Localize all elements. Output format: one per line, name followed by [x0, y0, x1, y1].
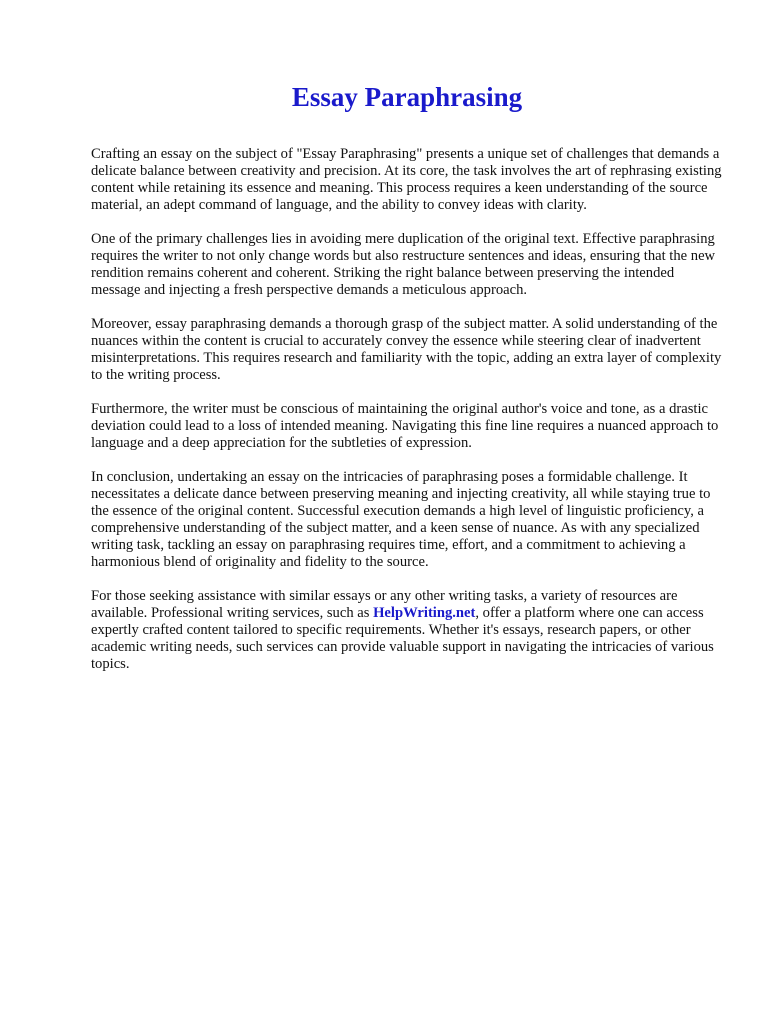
helpwriting-link[interactable]: HelpWriting.net: [373, 605, 476, 621]
assistance-text-after-link: , offer a platform where one can access expertly crafted content tailored to specific requirements. Whether it's essays, research papers, or other academic writing needs, such services can provide valuable support in navigating the intricacies of various topics.: [91, 605, 714, 672]
paragraph-intro: Crafting an essay on the subject of "Essay Paraphrasing" presents a unique set of challenges that demands a delicate balance between creativity and precision. At its core, the task involves the art of rephrasing existing content while retaining its essence and meaning. This process requires a keen understanding of the source material, an adept command of language, and the ability to convey ideas with clarity.: [91, 146, 722, 213]
paragraph-conclusion: In conclusion, undertaking an essay on the intricacies of paraphrasing poses a formidable challenge. It necessitates a delicate dance between preserving meaning and injecting creativity, all while staying true to the essence of the original content. Successful execution demands a high level of linguistic proficiency, a comprehensive understanding of the subject matter, and a keen sense of nuance. As with any specialized writing task, tackling an essay on paraphrasing requires time, effort, and a commitment to achieving a harmonious blend of originality and fidelity to the source.: [91, 469, 711, 570]
assistance-text-before-link: For those seeking assistance with similar essays or any other writing tasks, a variety of resources are available. Professional writing services, such as: [91, 588, 678, 621]
paragraph-assistance: [91, 588, 723, 673]
document-body: [91, 146, 723, 690]
paragraph-subject-matter: Moreover, essay paraphrasing demands a thorough grasp of the subject matter. A solid understanding of the nuances within the content is crucial to accurately convey the essence while steering clear of inadvertent misinterpretations. This requires research and familiarity with the topic, adding an extra layer of complexity to the writing process.: [91, 316, 722, 383]
paragraph-voice-tone: Furthermore, the writer must be conscious of maintaining the original author's voice and tone, as a drastic deviation could lead to a loss of intended meaning. Navigating this fine line requires a nuanced approach to language and a deep appreciation for the subtleties of expression.: [91, 401, 719, 451]
page-title: Essay Paraphrasing: [291, 82, 523, 112]
paragraph-challenges: One of the primary challenges lies in avoiding mere duplication of the original text. Effective paraphrasing requires the writer to not only change words but also restructure sentences and ideas, ensuring that the new rendition remains coherent and coherent. Striking the right balance between preserving the intended message and injecting a fresh perspective demands a meticulous approach.: [91, 231, 716, 298]
